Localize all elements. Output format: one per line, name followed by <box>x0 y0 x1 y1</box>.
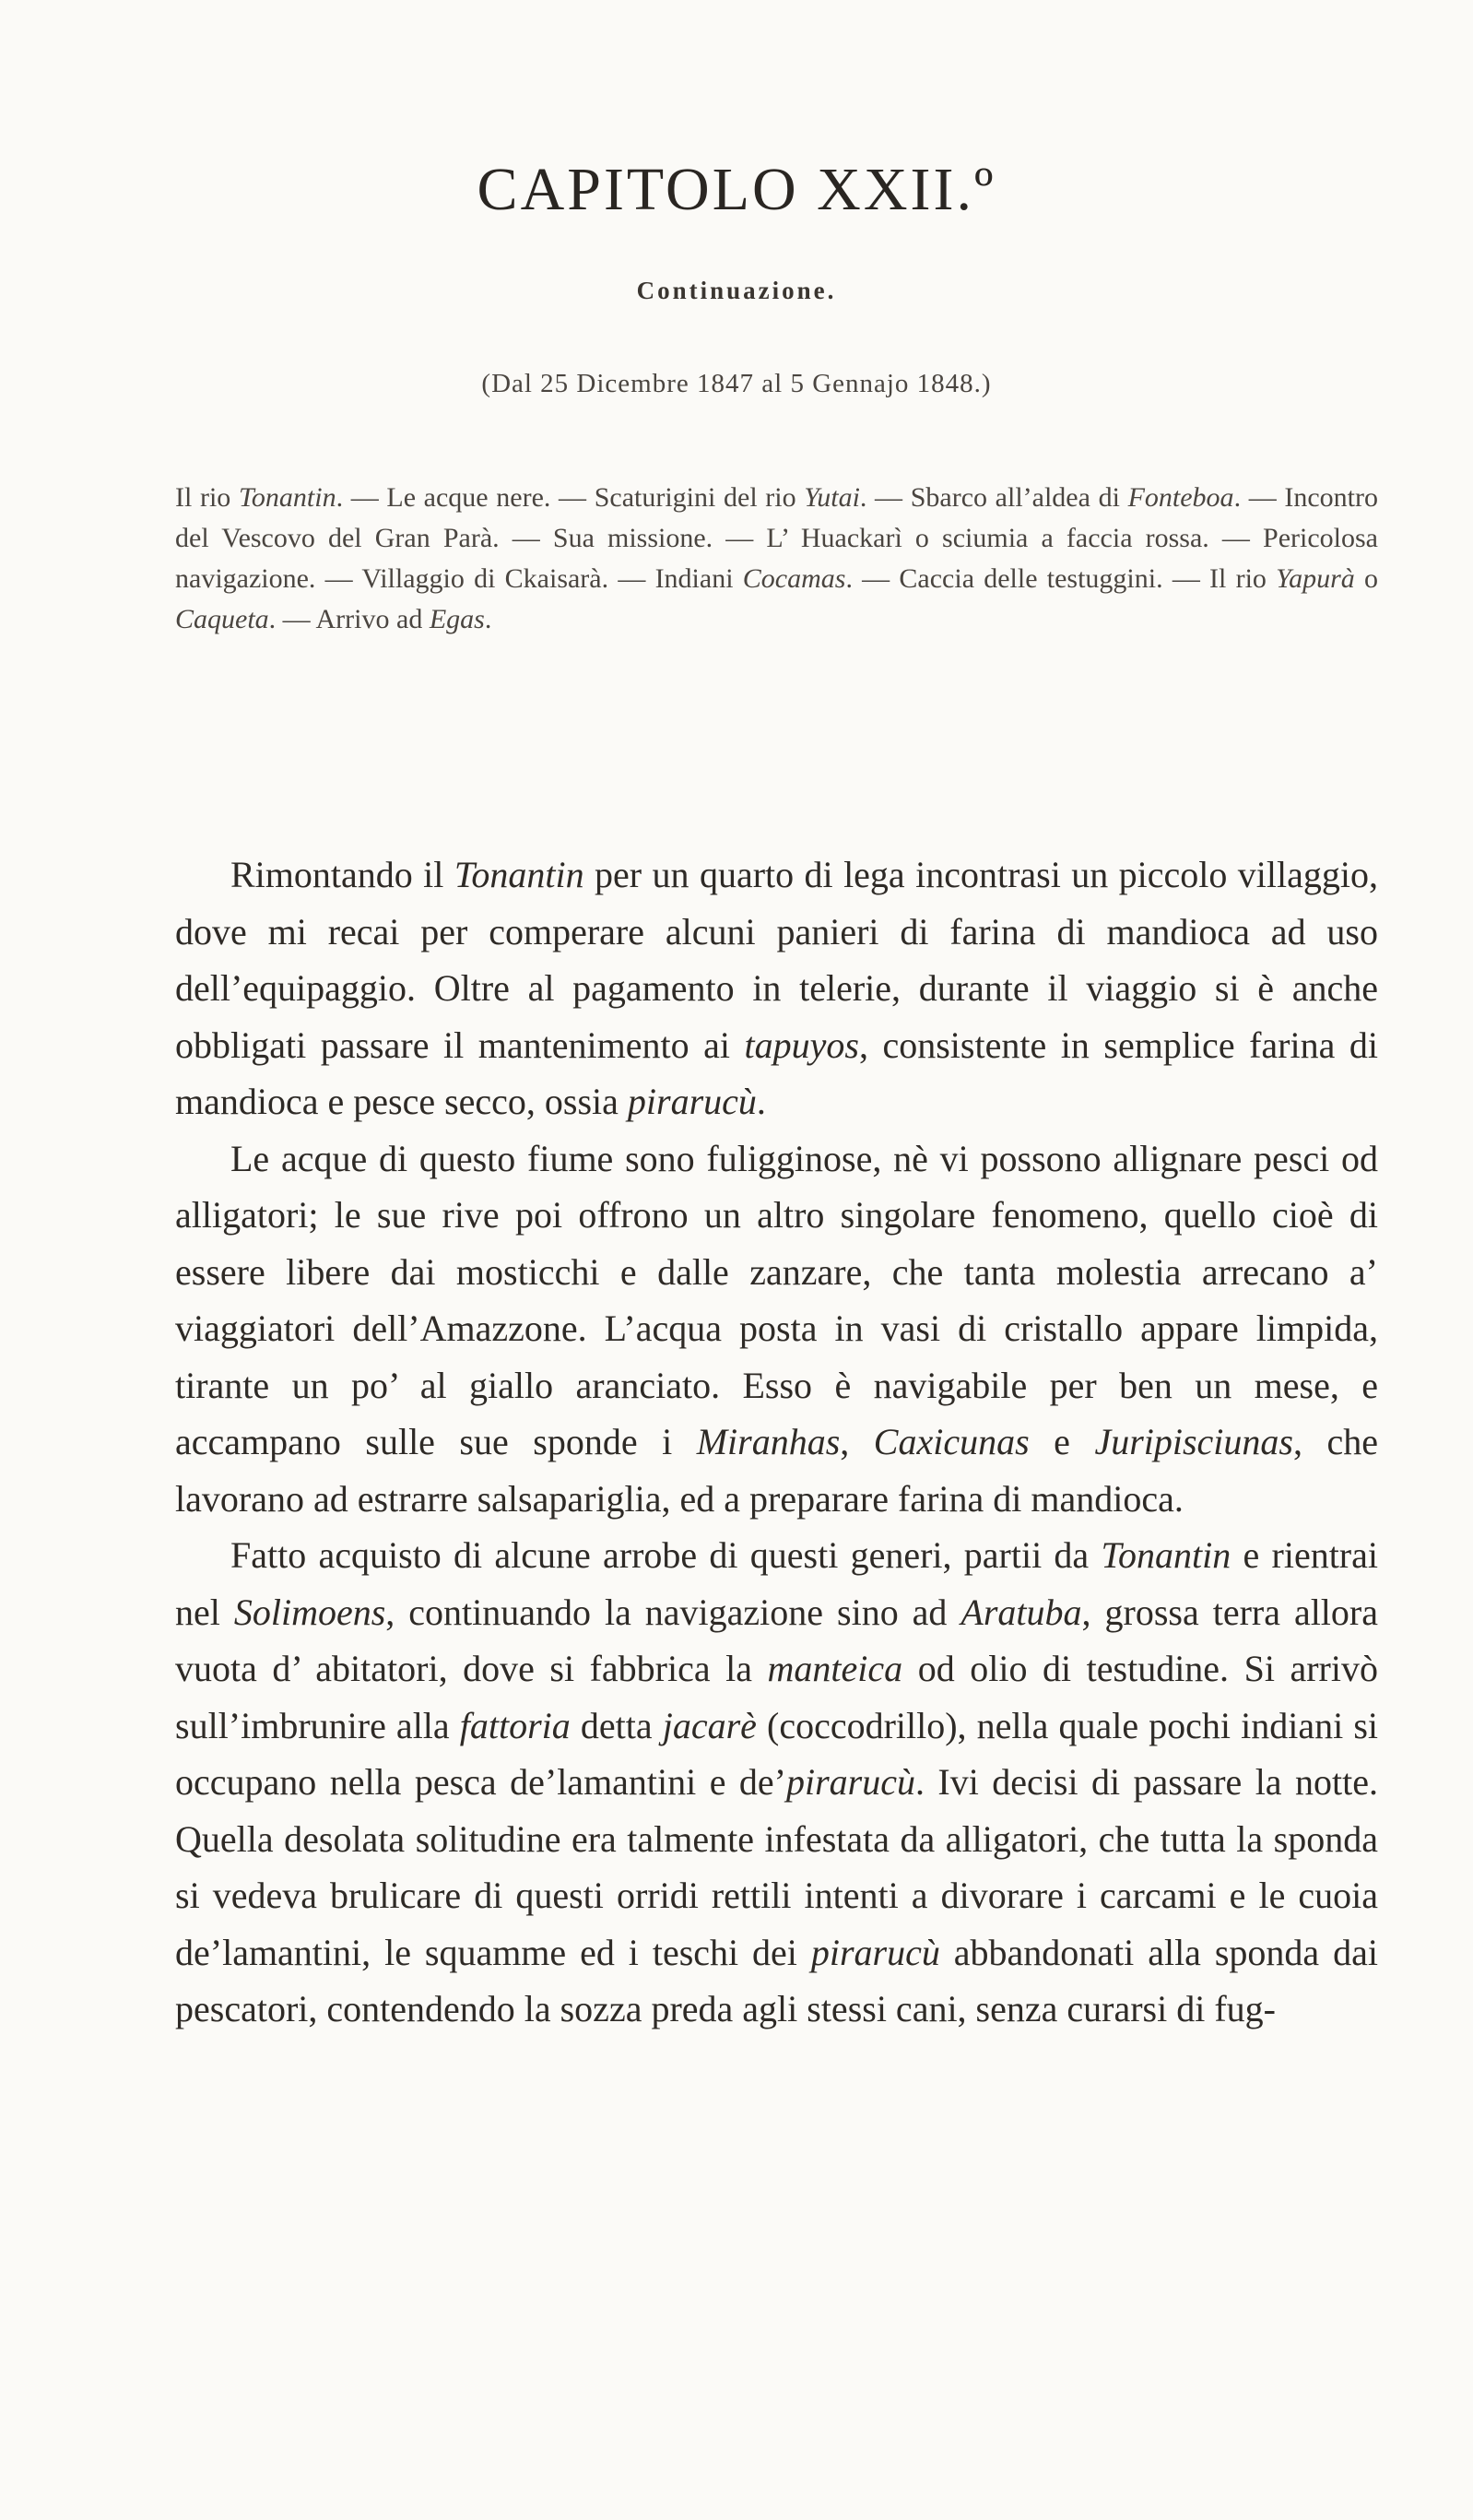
italic-term: pirarucù <box>627 1081 757 1122</box>
italic-term: Yutai <box>804 482 860 513</box>
italic-term: Caqueta <box>175 604 269 634</box>
text-run: . — Incontro del Vescovo del Gran Parà. — Sua missione. — L’ Huackarì o sciumia a faccia rossa. — Pericolosa navigazione. — Villaggio di Ckaisarà. — Indiani <box>175 482 1378 594</box>
italic-term: pirarucù <box>785 1761 915 1803</box>
text-run: detta <box>570 1704 663 1746</box>
text-run: . — Sbarco all’aldea di <box>859 482 1128 513</box>
italic-term: Egas <box>429 604 485 634</box>
text-run: , <box>840 1421 874 1462</box>
text-run: , grossa terra allora vuota d’ abitatori, dove si fabbrica la <box>175 1591 1378 1689</box>
text-run: o <box>1354 563 1379 594</box>
text-run: abbandonati alla sponda dai pescatori, contendendo la sozza preda agli stessi cani, senza curarsi di fug- <box>175 1931 1378 2029</box>
chapter-summary <box>175 478 1378 640</box>
text-run: , consistente in semplice farina di mandioca e pesce secco, ossia <box>175 1023 1379 1122</box>
chapter-dates: (Dal 25 Dicembre 1847 al 5 Gennajo 1848.) <box>481 369 992 398</box>
italic-term: Miranhas <box>696 1421 841 1462</box>
text-run: . — Arrivo ad <box>268 604 430 634</box>
paragraph-2 <box>175 1130 1378 1528</box>
text-run: . Ivi decisi di passare la notte. Quella desolata solitudine era talmente infestata da alligatori, che tutta la sponda si vedeva brulicare di questi orridi rettili intenti a divorare i carcami e le cuoia de’lamantini, le squamme ed i teschi dei <box>175 1761 1378 1973</box>
italic-term: jacarè <box>662 1704 757 1746</box>
italic-term: Yapurà <box>1276 563 1355 594</box>
text-run: per un quarto di lega incontrasi un piccolo villaggio, dove mi recai per comperare alcuni panieri di farina di mandioca ad uso dell’equipaggio. Oltre al pagamento in telerie, durante il viaggio si è anche obbligati passare il mantenimento ai <box>175 854 1379 1066</box>
italic-term: Cocamas <box>742 563 846 594</box>
text-run: Le acque di questo fiume sono fuligginose, nè vi possono allignare pesci od alligatori; le sue rive poi offrono un altro singolare fenomeno, quello cioè di essere libere dai mosticchi e dalle zanzare, che tanta molestia arrecano a’ viaggiatori dell’Amazzone. L’acqua posta in vasi di cristallo appare limpida, tirante un po’ al giallo aranciato. Esso è navigabile per ben un mese, e accampano sulle sue sponde i <box>175 1137 1378 1462</box>
text-run: e rientrai nel <box>175 1534 1378 1633</box>
italic-term: Tonantin <box>454 854 584 895</box>
text-run: (coccodrillo), nella quale pochi indiani si occupano nella pesca de’lamantini e de’ <box>175 1704 1378 1803</box>
italic-term: Juripisciunas <box>1094 1421 1293 1462</box>
italic-term: Solimoens <box>233 1591 386 1633</box>
text-run: e <box>1029 1421 1095 1462</box>
text-run: . <box>484 604 492 634</box>
text-run: , che lavorano ad estrarre salsapariglia, ed a preparare farina di mandioca. <box>175 1421 1378 1520</box>
paragraph-3 <box>175 1527 1378 2038</box>
text-run: . — Le acque nere. — Scaturigini del rio <box>336 482 805 513</box>
chapter-subtitle: Continuazione. <box>636 277 837 304</box>
body-text <box>175 846 1378 2038</box>
italic-term: manteica <box>767 1648 903 1689</box>
text-run: . <box>756 1081 766 1122</box>
italic-term: Tonantin <box>238 482 336 513</box>
paragraph-1 <box>175 846 1378 1130</box>
italic-term: Fonteboa <box>1127 482 1234 513</box>
italic-term: Aratuba <box>960 1591 1082 1633</box>
text-run: Rimontando il <box>230 854 454 895</box>
text-run: od olio di testudine. Si arrivò sull’imbrunire alla <box>175 1648 1378 1746</box>
text-run: Il rio <box>175 482 239 513</box>
text-run: , continuando la navigazione sino ad <box>385 1591 961 1633</box>
italic-term: pirarucù <box>810 1931 940 1973</box>
chapter-title: CAPITOLO XXII.º <box>477 156 996 223</box>
italic-term: Tonantin <box>1101 1534 1231 1576</box>
italic-term: tapuyos <box>744 1023 859 1066</box>
text-run: . — Caccia delle testuggini. — Il rio <box>845 563 1277 594</box>
text-run: Fatto acquisto di alcune arrobe di questi generi, partii da <box>230 1534 1102 1576</box>
italic-term: Caxicunas <box>873 1421 1030 1462</box>
italic-term: fattoria <box>459 1704 571 1746</box>
